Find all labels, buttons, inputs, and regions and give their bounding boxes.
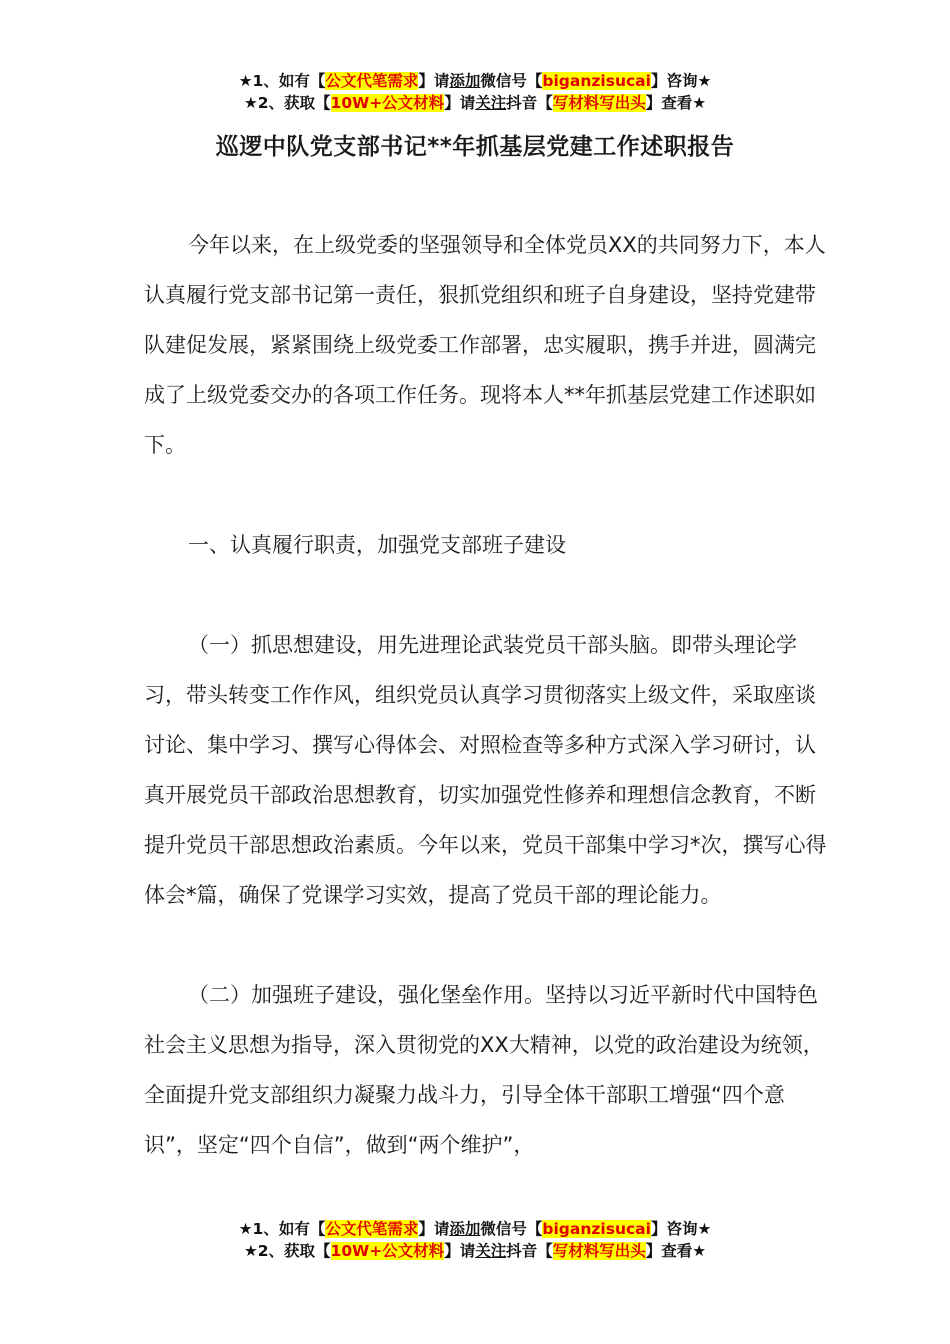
banner-highlight: 公文代笔需求 — [325, 72, 419, 90]
banner-text: 微信号【 — [480, 72, 543, 90]
banner-text: 】查看★ — [645, 1242, 707, 1260]
document-title: 巡逻中队党支部书记**年抓基层党建工作述职报告 — [215, 134, 735, 160]
section-heading: 一、认真履行职责，加强党支部班子建设 — [188, 533, 566, 557]
body-paragraph: （二）加强班子建设，强化堡垒作用。坚持以习近平新时代中国特色社会主义思想为指导，深入贯彻党的XX大精神，以党的政治建设为统领，全面提升党支部组织力凝聚力战斗力，引导全体干部职工增强“四个意识”，坚定“四个自信”，做到“两个维护”， — [144, 983, 824, 1157]
banner-text: 】咨询★ — [650, 1220, 712, 1238]
banner-text: 】咨询★ — [650, 72, 712, 90]
banner-highlight: biganzisucai — [542, 72, 651, 90]
banner-text: 抖音【 — [506, 1242, 553, 1260]
banner-text: ★2、获取【 — [243, 94, 331, 112]
banner-underlined: 添加 — [449, 1220, 481, 1238]
banner-underlined: 关注 — [475, 94, 507, 112]
banner-text: 】请 — [444, 94, 476, 112]
document-body — [144, 220, 834, 1170]
banner-text: ★2、获取【 — [243, 1242, 331, 1260]
intro-paragraph: 今年以来，在上级党委的坚强领导和全体党员XX的共同努力下，本人认真履行党支部书记第一责任，狠抓党组织和班子自身建设，坚持党建带队建促发展，紧紧围绕上级党委工作部署，忠实履职，携手并进，圆满完成了上级党委交办的各项工作任务。现将本人**年抓基层党建工作述职如下。 — [144, 233, 826, 457]
banner-underlined: 关注 — [475, 1242, 507, 1260]
footer-banner — [0, 1218, 950, 1262]
banner-text: 抖音【 — [506, 94, 553, 112]
banner-text: 】请 — [418, 72, 450, 90]
banner-underlined: 添加 — [449, 72, 481, 90]
banner-text: ★1、如有【 — [238, 72, 326, 90]
banner-text: 】请 — [418, 1220, 450, 1238]
banner-highlight: 写材料写出头 — [552, 1242, 646, 1260]
banner-text: 】查看★ — [645, 94, 707, 112]
banner-highlight: 10W+公文材料 — [330, 1242, 445, 1260]
body-paragraph: （一）抓思想建设，用先进理论武装党员干部头脑。即带头理论学习，带头转变工作作风，组织党员认真学习贯彻落实上级文件，采取座谈讨论、集中学习、撰写心得体会、对照检查等多种方式深入学习研讨，认真开展党员干部政治思想教育，切实加强党性修养和理想信念教育，不断提升党员干部思想政治素质。今年以来，党员干部集中学习*次，撰写心得体会*篇，确保了党课学习实效，提高了党员干部的理论能力。 — [144, 633, 827, 907]
banner-line-1 — [0, 70, 950, 92]
header-banner — [0, 70, 950, 114]
banner-highlight: 10W+公文材料 — [330, 94, 445, 112]
banner-highlight: biganzisucai — [542, 1220, 651, 1238]
banner-text: 微信号【 — [480, 1220, 543, 1238]
banner-line-2 — [0, 92, 950, 114]
banner-text: 】请 — [444, 1242, 476, 1260]
banner-text: ★1、如有【 — [238, 1220, 326, 1238]
banner-highlight: 公文代笔需求 — [325, 1220, 419, 1238]
banner-line-2 — [0, 1240, 950, 1262]
banner-line-1 — [0, 1218, 950, 1240]
banner-highlight: 写材料写出头 — [552, 94, 646, 112]
